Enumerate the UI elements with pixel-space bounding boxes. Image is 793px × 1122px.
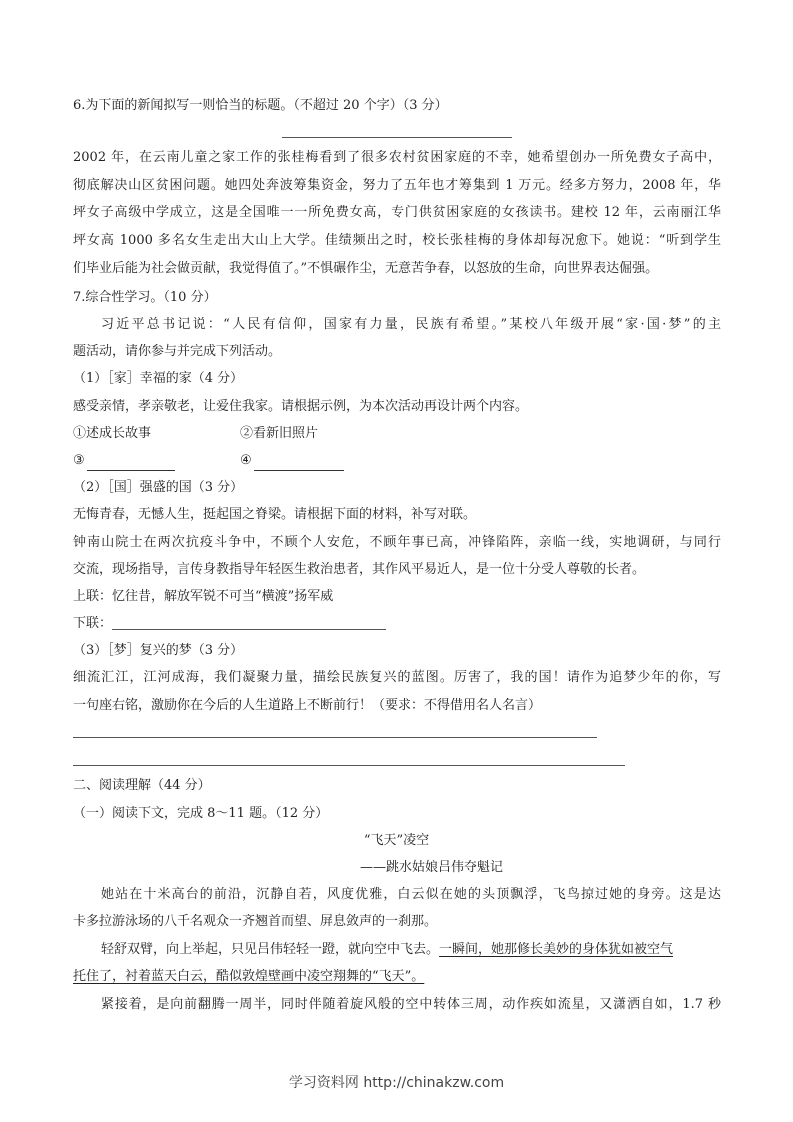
news-line-1: 2002 年，在云南儿童之家工作的张桂梅看到了很多农村贫困家庭的不幸，她希望创办一所免费女子高中， (73, 150, 721, 165)
para-2-underlined-b: 托住了，衬着蓝天白云，酷似敦煌壁画中凌空翔舞的“飞天”。 (73, 969, 425, 984)
q7-part1-text: 感受亲情，孝亲敬老，让爱住我家。请根据示例，为本次活动再设计两个内容。 (73, 399, 529, 414)
question-7-title: 7.综合性学习。（10 分） (73, 290, 217, 305)
para-2-underlined-a: 一瞬间，她那修长美妙的身体犹如被空气 (439, 942, 674, 957)
answer-item-3 (73, 451, 175, 471)
item-3-blank[interactable] (87, 456, 175, 471)
material-line-1: 钟南山院士在两次抗疫斗争中，不顾个人安危，不顾年事已高，冲锋陷阵，亲临一线，实地调研，与同行 (73, 535, 721, 550)
item-4-number: ④ (240, 453, 252, 468)
example-item-2: ②看新旧照片 (240, 426, 319, 441)
q7-intro-line-1: 习近平总书记说：“人民有信仰，国家有力量，民族有希望。”某校八年级开展“家·国·梦”的主 (101, 317, 721, 332)
para-1-line-1: 她站在十米高台的前沿，沉静自若，风度优雅，白云似在她的头顶飘浮，飞鸟掠过她的身旁。这是达 (101, 887, 721, 902)
section-2-subtitle: （一）阅读下文，完成 8～11 题。（12 分） (73, 806, 329, 821)
couplet-lower-label: 下联： (73, 616, 113, 631)
example-item-1: ①述成长故事 (73, 426, 152, 441)
news-line-5: 们毕业后能为社会做贡献，我觉得值了。”不惧碾作尘，无意苦争春，以怒放的生命，向世界表达倔强。 (73, 261, 659, 276)
news-line-3: 坪女子高级中学成立，这是全国唯一一所免费女高，专门供贫困家庭的女孩读书。建校 12 年，云南丽江华 (73, 205, 721, 220)
para-2-line-1 (101, 940, 673, 960)
item-4-blank[interactable] (254, 456, 344, 471)
question-6-title: 6.为下面的新闻拟写一则恰当的标题。（不超过 20 个字）（3 分） (73, 98, 448, 113)
q7-part3-text-2: 一句座右铭，激励你在今后的人生道路上不断前行！（要求：不得借用名人名言） (73, 698, 542, 713)
couplet-upper: 上联：忆往昔，解放军锐不可当“横渡”扬军威 (73, 589, 334, 604)
para-1-line-2: 卡多拉游泳场的八千名观众一齐翘首而望、屏息敛声的一刹那。 (73, 914, 438, 929)
q7-part2-text: 无悔青春，无憾人生，挺起国之脊梁。请根据下面的材料，补写对联。 (73, 507, 477, 522)
item-3-number: ③ (73, 453, 85, 468)
q7-part3-heading: （3）［梦］复兴的梦（3 分） (73, 643, 244, 658)
para-3-line-1: 紧接着，是向前翻腾一周半，同时伴随着旋风般的空中转体三周，动作疾如流星，又潇洒自如，1.7 秒 (101, 997, 721, 1012)
q7-part1-heading: （1）［家］幸福的家（4 分） (73, 371, 244, 386)
q7-part3-text-1: 细流汇江，江河成海，我们凝聚力量，描绘民族复兴的蓝图。厉害了，我的国！请作为追梦少年的你，写 (73, 670, 721, 685)
answer-item-4 (240, 451, 344, 471)
answer-line-q6[interactable] (282, 137, 512, 138)
motto-answer-line-2[interactable] (73, 765, 625, 766)
para-2-part-a: 轻舒双臂，向上举起，只见吕伟轻轻一蹬，就向空中飞去。 (101, 942, 440, 957)
motto-answer-line-1[interactable] (73, 737, 597, 738)
para-2-line-2 (73, 967, 424, 987)
article-title: “飞天”凌空 (363, 833, 430, 848)
q7-intro-line-2: 题活动，请你参与并完成下列活动。 (73, 344, 282, 359)
news-line-2: 彻底解决山区贫困问题。她四处奔波筹集资金，努力了五年也才筹集到 1 万元。经多方努力，2008 年，华 (73, 178, 721, 193)
news-line-4: 坪女高 1000 多名女生走出大山上大学。佳绩频出之时，校长张桂梅的身体却每况愈下。她说：“听到学生 (73, 233, 721, 248)
q7-part2-heading: （2）［国］强盛的国（3 分） (73, 480, 244, 495)
couplet-lower-answer-line[interactable] (112, 629, 386, 630)
section-2-title: 二、阅读理解（44 分） (73, 778, 211, 793)
article-subtitle: ——跳水姑娘吕伟夺魁记 (360, 860, 504, 875)
footer-watermark: 学习资料网 http://chinakzw.com (288, 1075, 505, 1091)
material-line-2: 交流，现场指导，言传身教指导年轻医生救治患者，其作风平易近人，是一位十分受人尊敬的长者。 (73, 562, 646, 577)
